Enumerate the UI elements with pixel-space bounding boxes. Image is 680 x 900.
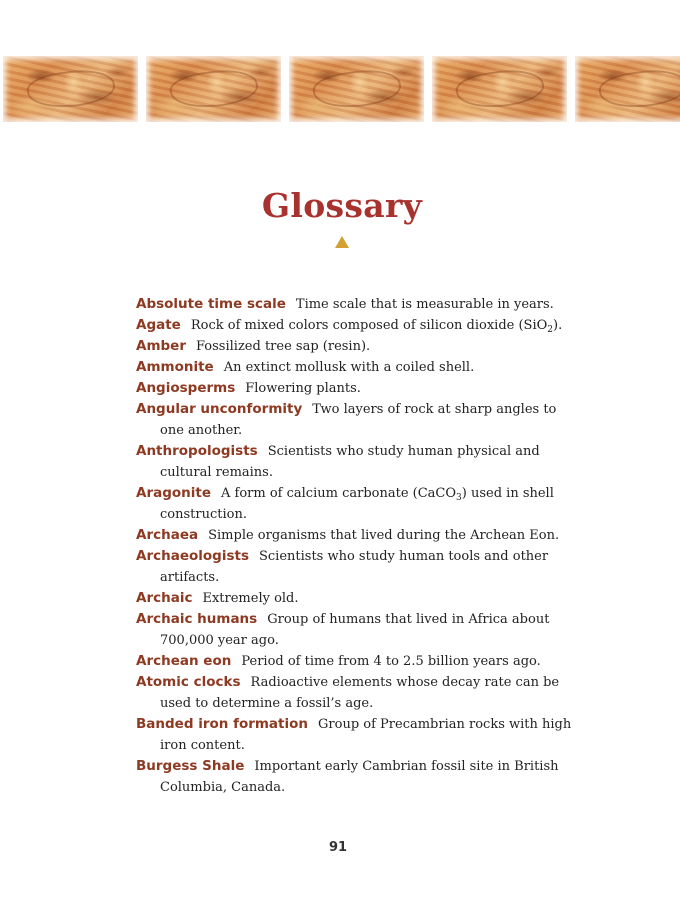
glossary-definition (224, 360, 475, 375)
glossary-entry (136, 399, 576, 441)
definition-text: Flowering plants. (245, 381, 361, 396)
page-number: 91 (328, 840, 348, 855)
glossary-entry (136, 609, 576, 651)
glossary-entry (136, 672, 576, 714)
glossary-term: Anthropologists (136, 443, 258, 459)
rock-texture-image (3, 56, 138, 122)
glossary-entry (136, 378, 576, 399)
rock-texture-image (289, 56, 424, 122)
glossary-term: Banded iron formation (136, 716, 309, 732)
glossary-definition (245, 381, 361, 396)
definition-text: Group of Precambrian rocks with high iron content. (160, 717, 572, 753)
definition-text: Extremely old. (202, 591, 299, 606)
glossary-term: Ammonite (136, 359, 214, 375)
definition-text: Time scale that is measurable in years. (295, 297, 554, 312)
glossary-entry (136, 525, 576, 546)
definition-text: Scientists who study human physical and cultural remains. (160, 444, 540, 480)
glossary-definition (202, 591, 298, 606)
glossary-term: Absolute time scale (136, 296, 286, 312)
glossary-entry (136, 483, 576, 525)
chemical-subscript: 3 (456, 493, 462, 503)
rock-texture-image (146, 56, 281, 122)
glossary-entry (136, 546, 576, 588)
glossary-definition (208, 528, 559, 543)
glossary-entry (136, 315, 576, 336)
definition-text: Radioactive elements whose decay rate can be used to determine a fossil’s age. (160, 675, 560, 711)
glossary-entry (136, 336, 576, 357)
glossary-term: Angular unconformity (136, 401, 303, 417)
glossary-entry (136, 756, 576, 798)
definition-text: A form of calcium carbonate (CaCO (221, 486, 457, 501)
rock-texture-image (575, 56, 680, 122)
glossary-entry (136, 714, 576, 756)
glossary-term: Archaeologists (136, 548, 249, 564)
glossary-term: Aragonite (136, 485, 212, 501)
definition-text-continued: ) used in shell construction. (160, 486, 554, 522)
glossary-definition (296, 297, 554, 312)
glossary-term: Angiosperms (136, 380, 236, 396)
definition-text: Fossilized tree sap (resin). (196, 339, 371, 354)
glossary-entry (136, 441, 576, 483)
glossary-term: Agate (136, 317, 181, 333)
chemical-subscript: 2 (547, 325, 553, 335)
glossary-term: Archaic humans (136, 611, 258, 627)
glossary-list (136, 294, 576, 798)
glossary-definition (196, 339, 370, 354)
glossary-entry (136, 294, 576, 315)
definition-text: Two layers of rock at sharp angles to one another. (160, 402, 557, 438)
glossary-definition (191, 318, 562, 333)
page-title: Glossary (261, 186, 423, 225)
definition-text: Group of humans that lived in Africa about 700,000 year ago. (160, 612, 550, 648)
glossary-term: Archean eon (136, 653, 232, 669)
definition-text: Rock of mixed colors composed of silicon dioxide (SiO (190, 318, 548, 333)
header-banner (3, 56, 680, 122)
definition-text: Period of time from 4 to 2.5 billion years ago. (241, 654, 541, 669)
glossary-entry (136, 651, 576, 672)
glossary-term: Archaea (136, 527, 199, 543)
definition-text: Simple organisms that lived during the Archean Eon. (208, 528, 560, 543)
definition-text-continued: ). (553, 318, 563, 333)
glossary-term: Atomic clocks (136, 674, 241, 690)
glossary-term: Archaic (136, 590, 193, 606)
definition-text: Scientists who study human tools and other artifacts. (160, 549, 549, 585)
glossary-entry (136, 588, 576, 609)
glossary-definition (160, 486, 554, 522)
glossary-definition (241, 654, 540, 669)
rock-texture-image (432, 56, 567, 122)
triangle-ornament-icon (335, 236, 349, 248)
definition-text: Important early Cambrian fossil site in British Columbia, Canada. (160, 759, 559, 795)
definition-text: An extinct mollusk with a coiled shell. (223, 360, 475, 375)
glossary-entry (136, 357, 576, 378)
glossary-term: Amber (136, 338, 186, 354)
glossary-term: Burgess Shale (136, 758, 245, 774)
